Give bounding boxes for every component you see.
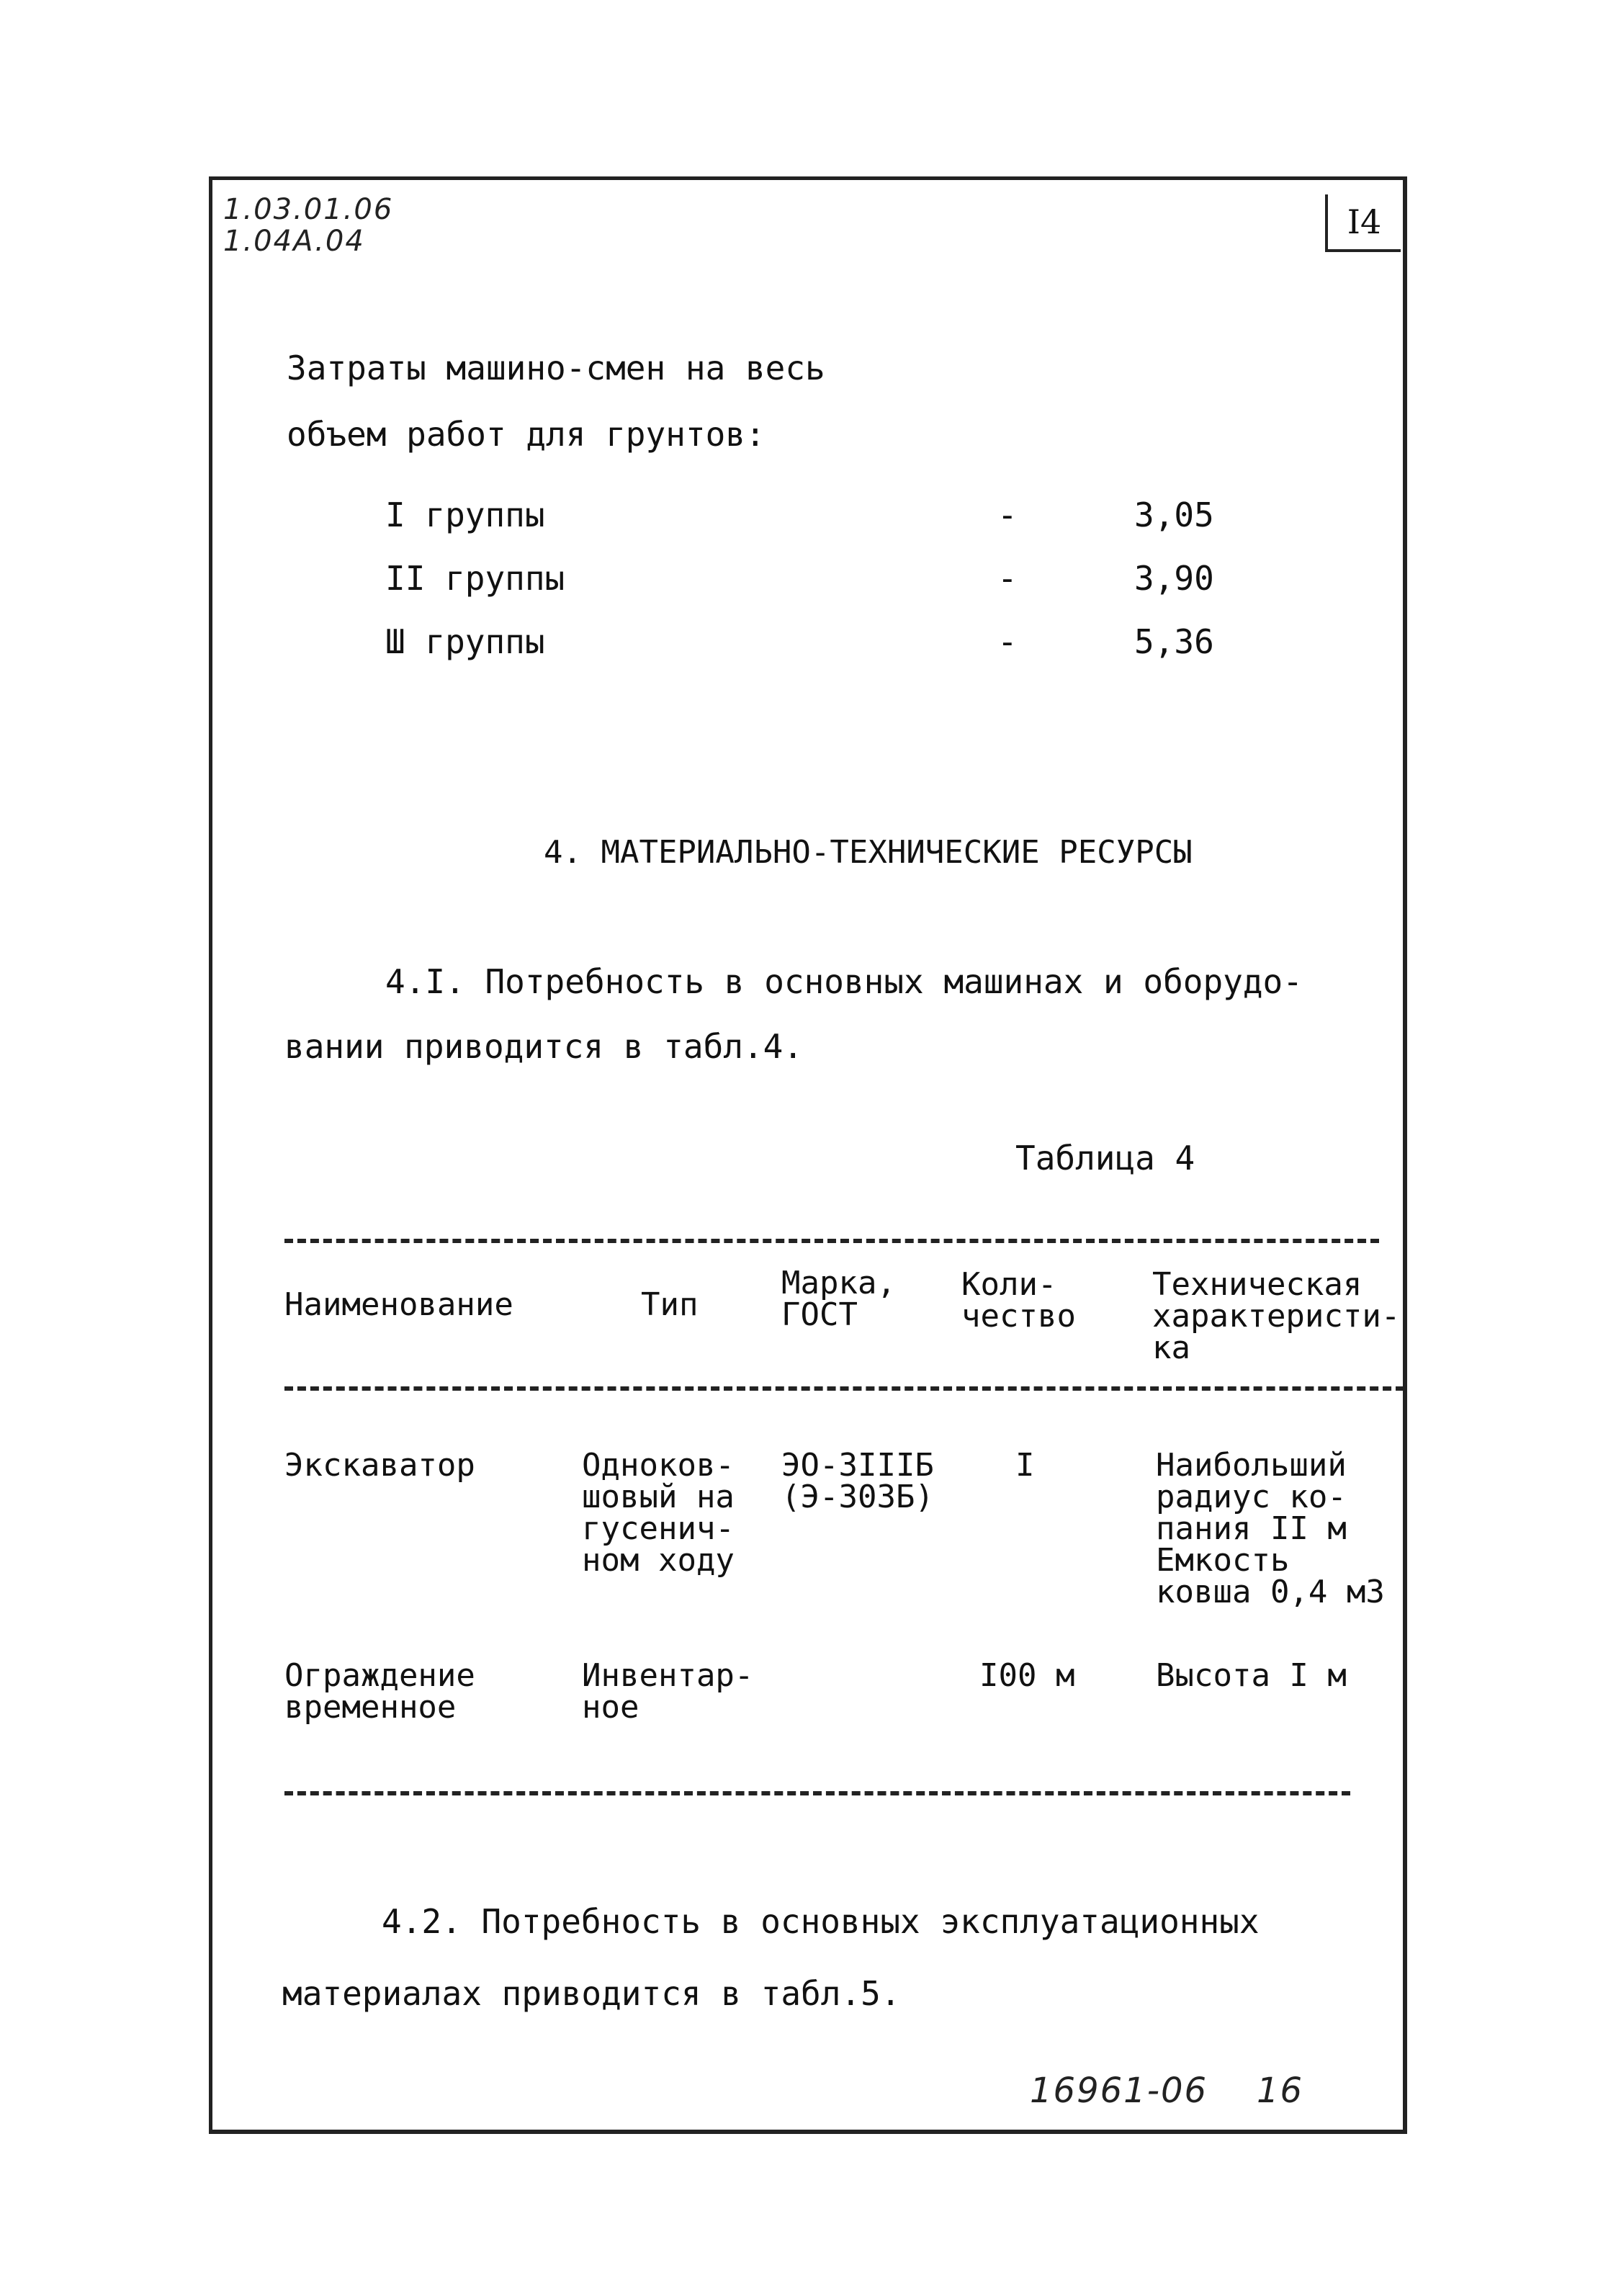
footer-code: 16961-06 — [1030, 2071, 1208, 2111]
paragraph-4-1-line-2: вании приводится в табл.4. — [284, 1027, 804, 1066]
group-1-label: I группы — [385, 495, 545, 534]
header-type: Тип — [641, 1286, 699, 1323]
group-3-value: 5,36 — [1134, 622, 1214, 661]
table-caption: Таблица 4 — [1015, 1139, 1195, 1178]
row-1-spec: Наибольший радиус ко- пания II м Емкость ковша 0,4 м3 — [1156, 1447, 1385, 1610]
group-2-dash: - — [997, 559, 1018, 598]
row-1-qty: I — [1015, 1447, 1035, 1484]
table-header-rule — [284, 1386, 1404, 1391]
row-1-brand: ЭО-3IIIБ (Э-303Б) — [781, 1447, 934, 1515]
section-title: 4. МАТЕРИАЛЬНО-ТЕХНИЧЕСКИЕ РЕСУРСЫ — [544, 834, 1193, 871]
page-frame — [209, 176, 1407, 2134]
page-number: I4 — [1325, 194, 1401, 252]
header-spec: Техническая характеристи- ка — [1152, 1266, 1401, 1366]
group-2-label: II группы — [385, 559, 565, 598]
footer-sheet: 16 — [1257, 2071, 1304, 2111]
header-name: Наименование — [284, 1286, 513, 1323]
table-bottom-rule — [284, 1791, 1350, 1795]
row-2-name: Ограждение временное — [284, 1657, 475, 1726]
paragraph-4-2-line-2: материалах приводится в табл.5. — [282, 1974, 901, 2013]
group-1-value: 3,05 — [1134, 495, 1214, 534]
doc-code-1: 1.03.01.06 — [223, 193, 394, 226]
intro-line-2: объем работ для грунтов: — [287, 415, 766, 454]
row-2-qty: I00 м — [979, 1657, 1075, 1694]
group-3-label: Ш группы — [385, 622, 545, 661]
group-3-dash: - — [997, 622, 1018, 661]
paragraph-4-1-line-1: 4.I. Потребность в основных машинах и оборудо- — [385, 962, 1303, 1001]
row-2-spec: Высота I м — [1156, 1657, 1347, 1694]
doc-code-2: 1.04A.04 — [223, 225, 365, 258]
row-1-type: Одноков- шовый на гусенич- ном ходу — [582, 1447, 735, 1579]
group-2-value: 3,90 — [1134, 559, 1214, 598]
paragraph-4-2-line-1: 4.2. Потребность в основных эксплуатационных — [382, 1902, 1260, 1941]
header-brand: Марка, ГОСТ — [781, 1265, 896, 1333]
row-2-type: Инвентар- ное — [582, 1657, 754, 1726]
group-1-dash: - — [997, 495, 1018, 534]
row-1-name: Экскаватор — [284, 1447, 475, 1484]
intro-line-1: Затраты машино-смен на весь — [287, 349, 825, 387]
header-qty: Коли- чество — [961, 1266, 1076, 1335]
table-top-rule — [284, 1239, 1379, 1243]
